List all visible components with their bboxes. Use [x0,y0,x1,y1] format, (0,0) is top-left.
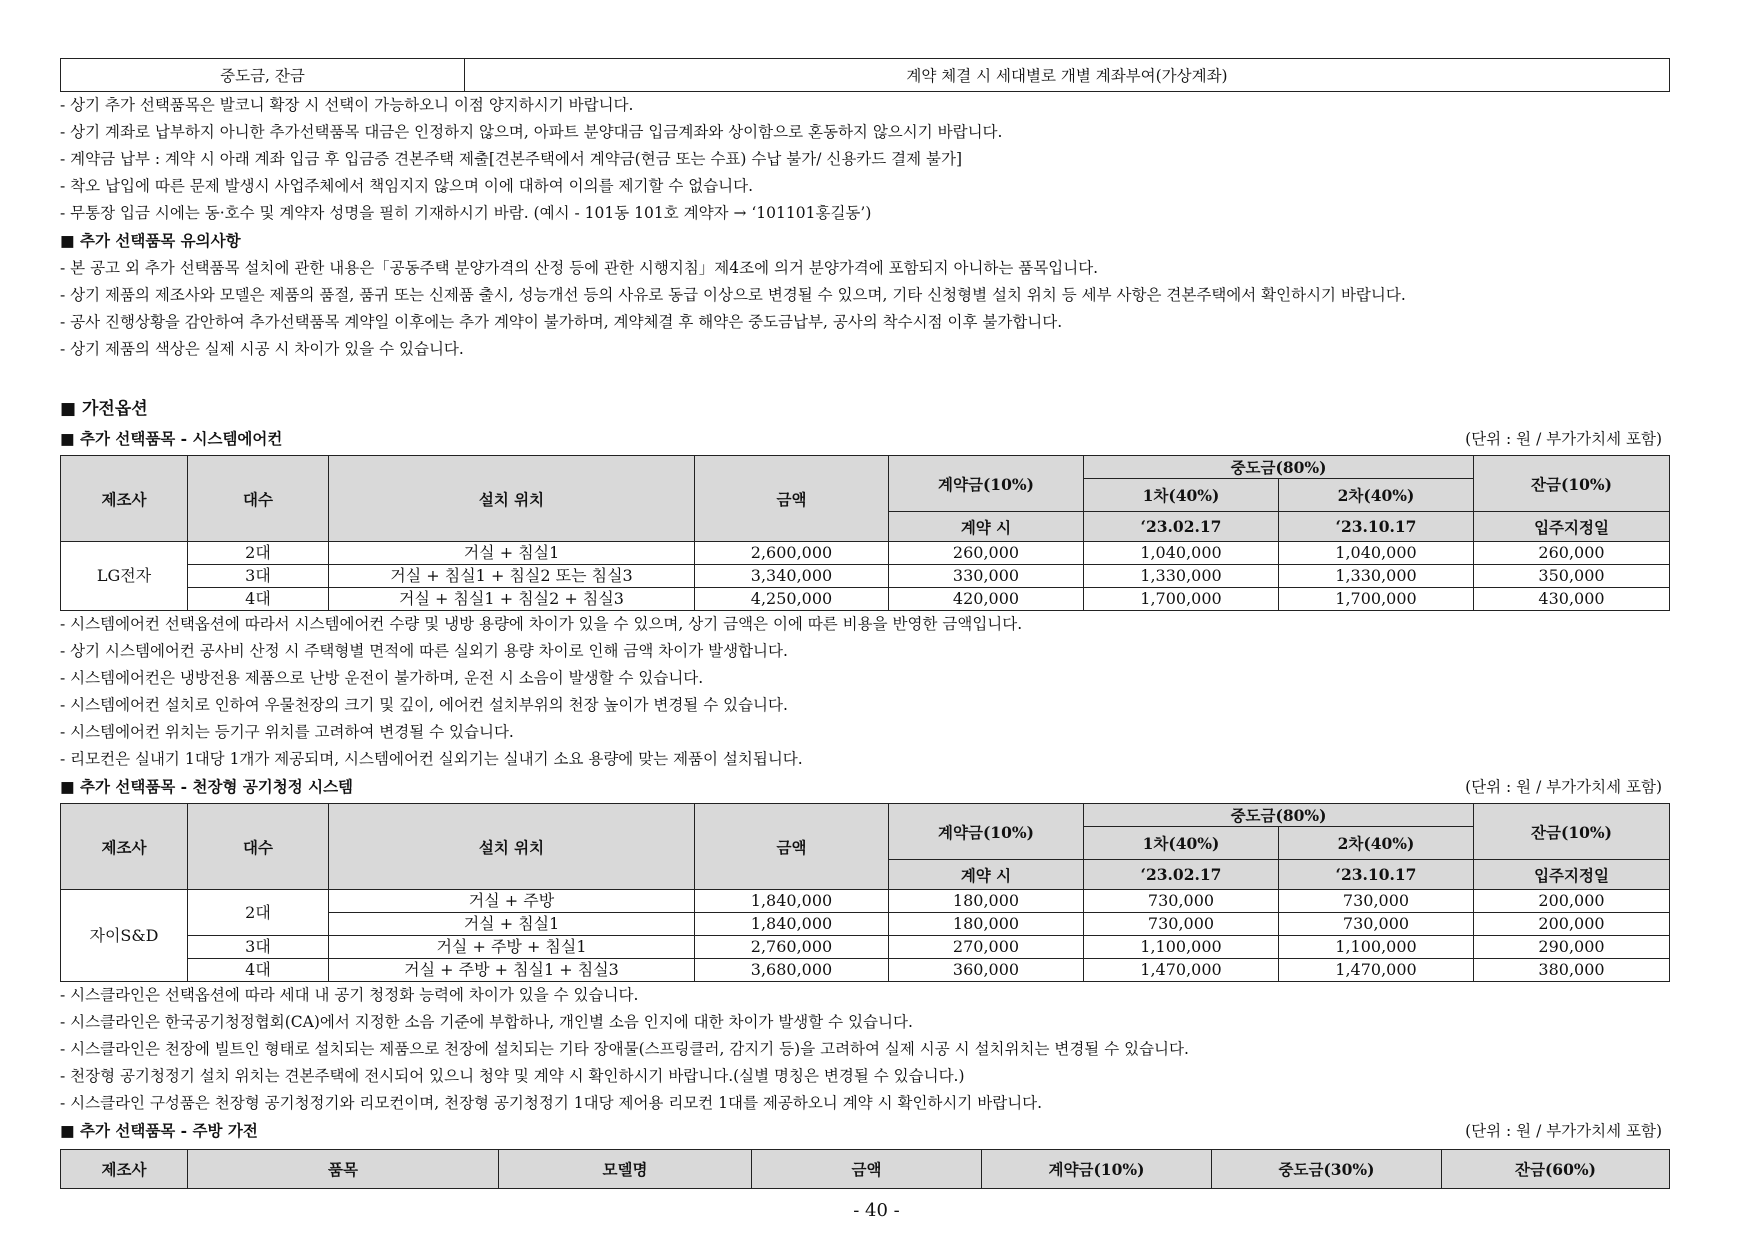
caution-title: ■ 추가 선택품목 유의사항 [60,231,241,250]
header-deposit-when: 계약 시 [889,860,1084,890]
kitchen-header-maker: 제조사 [61,1150,188,1189]
header-balance: 잔금(10%) [1474,456,1670,512]
note-item: - 무통장 입금 시에는 동·호수 및 계약자 성명을 필히 기재하시기 바람. (예시 - 101동 101호 계약자 → ‘101101홍길동’) [60,204,872,222]
note-item: - 착오 납입에 따른 문제 발생시 사업주체에서 책임지지 않으며 이에 대하여 이의를 제기할 수 없습니다. [60,177,754,195]
kitchen-header-amount: 금액 [752,1150,982,1189]
aircon-title [60,425,1670,453]
header-second-date: ‘23.10.17 [1279,512,1474,542]
header-first-date: ‘23.02.17 [1084,860,1279,890]
unit-text: (단위 : 원 / 부가가치세 포함) [1465,1122,1662,1140]
kitchen-table [60,1149,1670,1189]
note-item: - 상기 계좌로 납부하지 아니한 추가선택품목 대금은 인정하지 않으며, 아파트 분양대금 입금계좌와 상이함으로 혼동하지 않으시기 바랍니다. [60,123,1003,141]
header-balance: 잔금(10%) [1474,804,1670,860]
amount-cell: 2,760,000 [695,936,889,959]
page-number: - 40 - [853,1200,900,1221]
header-second: 2차(40%) [1279,479,1474,512]
note-item: - 시스템에어컨은 냉방전용 제품으로 난방 운전이 불가하며, 운전 시 소음이 발생할 수 있습니다. [60,669,704,687]
note-item: - 상기 제품의 색상은 실제 시공 시 차이가 있을 수 있습니다. [60,340,464,358]
header-first: 1차(40%) [1084,479,1279,512]
note-item: - 시스클라인은 선택옵션에 따라 세대 내 공기 청정화 능력에 차이가 있을 수 있습니다. [60,986,639,1004]
location-cell: 거실 + 주방 [329,890,695,913]
first-cell: 1,100,000 [1084,936,1279,959]
amount-cell: 4,250,000 [695,588,889,611]
header-deposit: 계약금(10%) [889,804,1084,860]
count-cell: 3대 [188,936,329,959]
header-location: 설치 위치 [329,804,695,890]
header-amount: 금액 [695,456,889,542]
first-cell: 1,700,000 [1084,588,1279,611]
kitchen-title-text: ■ 추가 선택품목 - 주방 가전 [60,1121,258,1140]
amount-cell: 1,840,000 [695,890,889,913]
balance-cell: 200,000 [1474,913,1670,936]
second-cell: 730,000 [1279,890,1474,913]
note-item: - 시스템에어컨 설치로 인하여 우물천장의 크기 및 깊이, 에어컨 설치부위의 천장 높이가 변경될 수 있습니다. [60,696,788,714]
header-second-date: ‘23.10.17 [1279,860,1474,890]
first-cell: 730,000 [1084,890,1279,913]
note-item: - 상기 제품의 제조사와 모델은 제품의 품절, 품귀 또는 신제품 출시, 성능개선 등의 사유로 동급 이상으로 변경될 수 있으며, 기타 신청형별 설치 위치 등 세부 사항은 견본주택에서 확인하시기 바랍니다. [60,286,1406,304]
unit-text: (단위 : 원 / 부가가치세 포함) [1465,430,1662,448]
second-cell: 1,470,000 [1279,959,1474,982]
note-item: - 상기 추가 선택품목은 발코니 확장 시 선택이 가능하오니 이점 양지하시기 바랍니다. [60,96,634,114]
header-maker: 제조사 [61,456,188,542]
table-row [61,936,1670,959]
document-page [60,58,1670,1189]
header-balance-when: 입주지정일 [1474,512,1670,542]
amount-cell: 3,680,000 [695,959,889,982]
balance-cell: 350,000 [1474,565,1670,588]
maker-cell: 자이S&D [61,890,188,982]
table-row [61,542,1670,565]
balance-cell: 290,000 [1474,936,1670,959]
kitchen-header-deposit: 계약금(10%) [982,1150,1212,1189]
payment-account-table [60,58,1670,92]
first-cell: 1,330,000 [1084,565,1279,588]
note-item: - 상기 시스템에어컨 공사비 산정 시 주택형별 면적에 따른 실외기 용량 차이로 인해 금액 차이가 발생합니다. [60,642,788,660]
second-cell: 1,040,000 [1279,542,1474,565]
header-amount: 금액 [695,804,889,890]
kitchen-header-item: 품목 [188,1150,499,1189]
kitchen-header-balance: 잔금(60%) [1442,1150,1670,1189]
balance-cell: 380,000 [1474,959,1670,982]
deposit-cell: 180,000 [889,913,1084,936]
balance-cell: 200,000 [1474,890,1670,913]
aircon-table [60,455,1670,611]
header-count: 대수 [188,804,329,890]
kitchen-header-middle: 중도금(30%) [1212,1150,1442,1189]
note-item: - 시스클라인은 천장에 빌트인 형태로 설치되는 제품으로 천장에 설치되는 기타 장애물(스프링클러, 감지기 등)을 고려하여 실제 시공 시 설치위치는 변경될 수 있습니다. [60,1040,1189,1058]
location-cell: 거실 + 주방 + 침실1 [329,936,695,959]
header-middle: 중도금(80%) [1084,456,1474,479]
deposit-cell: 360,000 [889,959,1084,982]
count-cell: 2대 [188,890,329,936]
first-cell: 730,000 [1084,913,1279,936]
first-cell: 1,040,000 [1084,542,1279,565]
table-row [61,588,1670,611]
note-item: - 시스클라인은 한국공기청정협회(CA)에서 지정한 소음 기준에 부합하나, 개인별 소음 인지에 대한 차이가 발생할 수 있습니다. [60,1013,913,1031]
kitchen-header-model: 모델명 [499,1150,752,1189]
payment-notes [60,92,1670,227]
header-first-date: ‘23.02.17 [1084,512,1279,542]
second-cell: 1,330,000 [1279,565,1474,588]
location-cell: 거실 + 침실1 [329,913,695,936]
table-row [61,565,1670,588]
air-title-text: ■ 추가 선택품목 - 천장형 공기청정 시스템 [60,777,354,796]
amount-cell: 1,840,000 [695,913,889,936]
maker-cell: LG전자 [61,542,188,611]
note-item: - 시스템에어컨 위치는 등기구 위치를 고려하여 변경될 수 있습니다. [60,723,514,741]
amount-cell: 3,340,000 [695,565,889,588]
table-row [61,890,1670,913]
header-balance-when: 입주지정일 [1474,860,1670,890]
second-cell: 1,100,000 [1279,936,1474,959]
note-item: - 시스템에어컨 선택옵션에 따라서 시스템에어컨 수량 및 냉방 용량에 차이가 있을 수 있으며, 상기 금액은 이에 따른 비용을 반영한 금액입니다. [60,615,1023,633]
count-cell: 3대 [188,565,329,588]
location-cell: 거실 + 침실1 [329,542,695,565]
note-item: - 본 공고 외 추가 선택품목 설치에 관한 내용은「공동주택 분양가격의 산정 등에 관한 시행지침」제4조에 의거 분양가격에 포함되지 아니하는 품목입니다. [60,259,1099,277]
deposit-cell: 260,000 [889,542,1084,565]
second-cell: 1,700,000 [1279,588,1474,611]
air-table [60,803,1670,982]
deposit-cell: 180,000 [889,890,1084,913]
section-title: ■ 가전옵션 [60,399,148,419]
second-cell: 730,000 [1279,913,1474,936]
deposit-cell: 330,000 [889,565,1084,588]
balance-cell: 430,000 [1474,588,1670,611]
header-middle: 중도금(80%) [1084,804,1474,827]
unit-text: (단위 : 원 / 부가가치세 포함) [1465,778,1662,796]
payment-label: 중도금, 잔금 [61,59,465,92]
note-item: - 리모컨은 실내기 1대당 1개가 제공되며, 시스템에어컨 실외기는 실내기 소요 용량에 맞는 제품이 설치됩니다. [60,750,803,768]
count-cell: 4대 [188,588,329,611]
balance-cell: 260,000 [1474,542,1670,565]
header-deposit-when: 계약 시 [889,512,1084,542]
note-item: - 공사 진행상황을 감안하여 추가선택품목 계약일 이후에는 추가 계약이 불가하며, 계약체결 후 해약은 중도금납부, 공사의 착수시점 이후 불가합니다. [60,313,1063,331]
note-item: - 시스클라인 구성품은 천장형 공기청정기와 리모컨이며, 천장형 공기청정기 1대당 제어용 리모컨 1대를 제공하오니 계약 시 확인하시기 바랍니다. [60,1094,1043,1112]
air-notes [60,982,1670,1117]
payment-value: 계약 체결 시 세대별로 개별 계좌부여(가상계좌) [465,59,1670,92]
amount-cell: 2,600,000 [695,542,889,565]
header-location: 설치 위치 [329,456,695,542]
header-second: 2차(40%) [1279,827,1474,860]
note-item: - 계약금 납부 : 계약 시 아래 계좌 입금 후 입금증 견본주택 제출[견본주택에서 계약금(현금 또는 수표) 수납 불가/ 신용카드 결제 불가] [60,150,963,168]
location-cell: 거실 + 침실1 + 침실2 + 침실3 [329,588,695,611]
table-row [61,959,1670,982]
location-cell: 거실 + 침실1 + 침실2 또는 침실3 [329,565,695,588]
caution-notes [60,255,1670,363]
first-cell: 1,470,000 [1084,959,1279,982]
kitchen-title [60,1117,1670,1145]
count-cell: 2대 [188,542,329,565]
air-title [60,773,1670,801]
location-cell: 거실 + 주방 + 침실1 + 침실3 [329,959,695,982]
deposit-cell: 270,000 [889,936,1084,959]
aircon-notes [60,611,1670,773]
header-first: 1차(40%) [1084,827,1279,860]
note-item: - 천장형 공기청정기 설치 위치는 견본주택에 전시되어 있으니 청약 및 계약 시 확인하시기 바랍니다.(실별 명칭은 변경될 수 있습니다.) [60,1067,965,1085]
aircon-title-text: ■ 추가 선택품목 - 시스템에어컨 [60,429,283,448]
header-deposit: 계약금(10%) [889,456,1084,512]
header-maker: 제조사 [61,804,188,890]
count-cell: 4대 [188,959,329,982]
header-count: 대수 [188,456,329,542]
deposit-cell: 420,000 [889,588,1084,611]
